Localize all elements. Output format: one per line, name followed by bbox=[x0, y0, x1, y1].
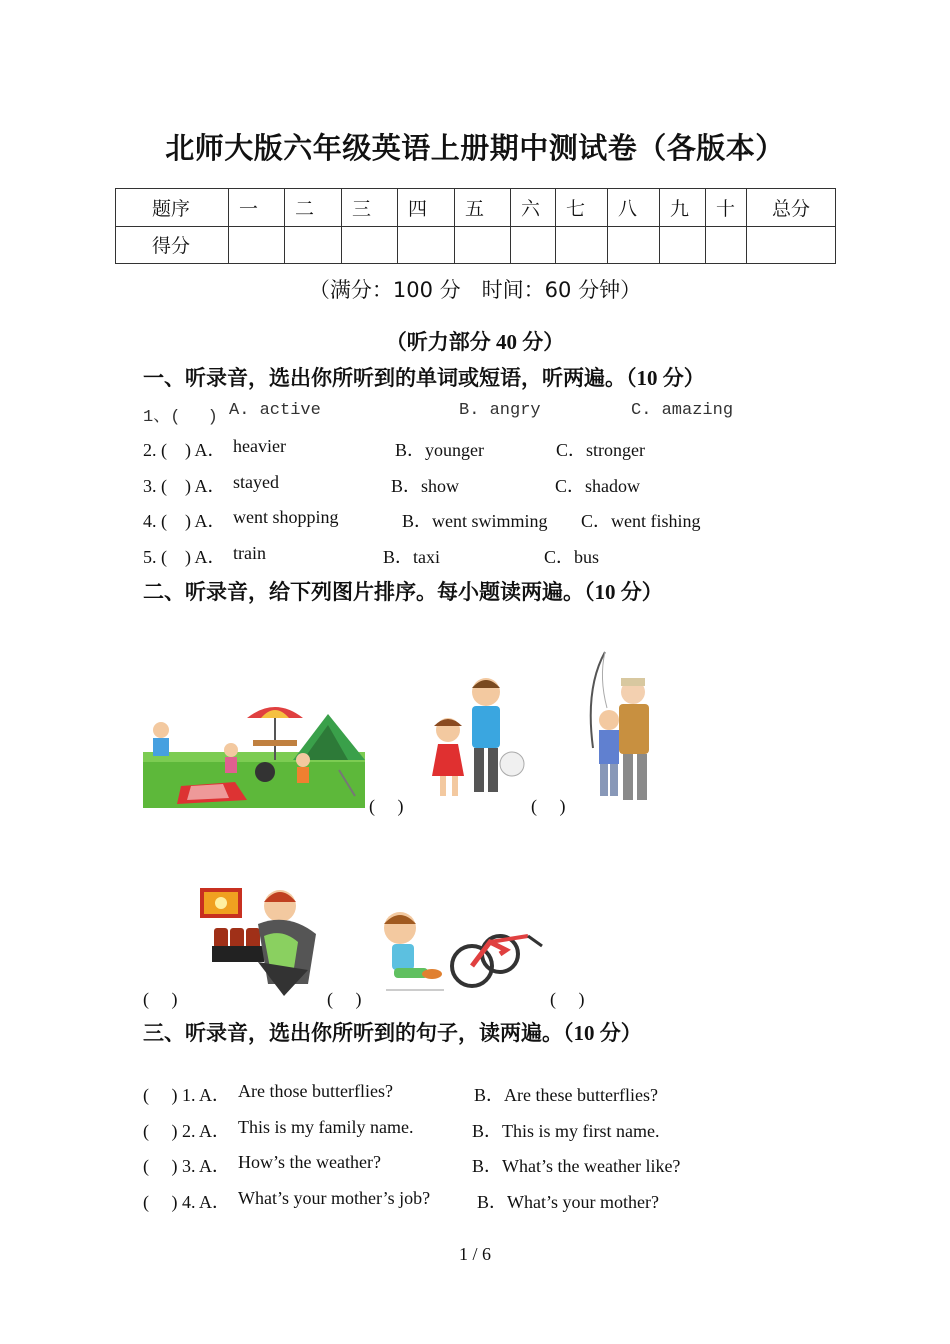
list-item: 5. ( ) A． train B．taxi C．bus bbox=[143, 543, 600, 567]
fishing-picture bbox=[585, 648, 657, 804]
table-cell: 得分 bbox=[116, 226, 229, 264]
table-cell: 三 bbox=[342, 189, 398, 227]
score-table-header-row bbox=[116, 189, 836, 227]
page-number: 1 / 6 bbox=[458, 1244, 491, 1264]
score-table-score-row bbox=[116, 226, 836, 264]
list-item: ( ) 1. A． Are those butterflies? B．Are these butterflies? bbox=[143, 1081, 658, 1105]
answer-blank[interactable]: ( ) bbox=[143, 989, 178, 1009]
answer-blank[interactable]: ( ) bbox=[550, 989, 585, 1009]
list-item: 4. ( ) A． went shopping B．went swimming C．went fishing bbox=[143, 507, 701, 531]
answer-blank[interactable]: ( ) bbox=[369, 796, 404, 816]
table-cell: 总分 bbox=[747, 189, 836, 227]
table-cell: 一 bbox=[229, 189, 285, 227]
score-cell[interactable] bbox=[229, 226, 285, 264]
table-cell: 题序 bbox=[116, 189, 229, 227]
score-cell[interactable] bbox=[398, 226, 455, 264]
score-cell[interactable] bbox=[608, 226, 660, 264]
table-cell: 七 bbox=[556, 189, 608, 227]
score-cell[interactable] bbox=[455, 226, 511, 264]
list-item: 2. ( ) A． heavier B．younger C．stronger bbox=[143, 436, 645, 460]
table-cell: 二 bbox=[285, 189, 342, 227]
score-cell[interactable] bbox=[660, 226, 706, 264]
table-cell: 五 bbox=[455, 189, 511, 227]
answer-blank[interactable]: ( ) bbox=[531, 796, 566, 816]
score-cell[interactable] bbox=[511, 226, 556, 264]
table-cell: 八 bbox=[608, 189, 660, 227]
cinema-picture bbox=[198, 884, 320, 998]
table-cell: 十 bbox=[706, 189, 747, 227]
page-title: 北师大版六年级英语上册期中测试卷（各版本） bbox=[165, 131, 785, 165]
score-table bbox=[115, 188, 836, 264]
score-cell[interactable] bbox=[285, 226, 342, 264]
list-item: ( ) 3. A． How’s the weather? B．What’s the weather like? bbox=[143, 1152, 681, 1176]
score-cell[interactable] bbox=[342, 226, 398, 264]
answer-blank[interactable]: ( ) bbox=[327, 989, 362, 1009]
list-item: ( ) 2. A． This is my family name. B．This is my first name. bbox=[143, 1117, 660, 1141]
section2-heading: 二、听录音，给下列图片排序。每小题读两遍。（10 分） bbox=[143, 580, 663, 604]
table-cell: 六 bbox=[511, 189, 556, 227]
picnic-picture bbox=[143, 700, 365, 808]
table-cell: 九 bbox=[660, 189, 706, 227]
section3-heading: 三、听录音，选出你所听到的句子，读两遍。（10 分） bbox=[143, 1021, 642, 1045]
list-item: 3. ( ) A． stayed B．show C．shadow bbox=[143, 472, 640, 496]
score-cell[interactable] bbox=[747, 226, 836, 264]
family-walking-picture bbox=[420, 676, 530, 804]
score-cell[interactable] bbox=[706, 226, 747, 264]
fallen-bike-picture bbox=[378, 906, 544, 996]
listening-part-label: （听力部分 40 分） bbox=[385, 330, 565, 354]
list-item: 1、( ) A. active B. angry C. amazing bbox=[143, 401, 734, 427]
score-cell[interactable] bbox=[556, 226, 608, 264]
section1-heading: 一、听录音，选出你所听到的单词或短语，听两遍。（10 分） bbox=[143, 366, 705, 390]
table-cell: 四 bbox=[398, 189, 455, 227]
exam-meta: （满分：100 分 时间：60 分钟） bbox=[308, 278, 642, 302]
list-item: ( ) 4. A． What’s your mother’s job? B．What’s your mother? bbox=[143, 1188, 659, 1212]
